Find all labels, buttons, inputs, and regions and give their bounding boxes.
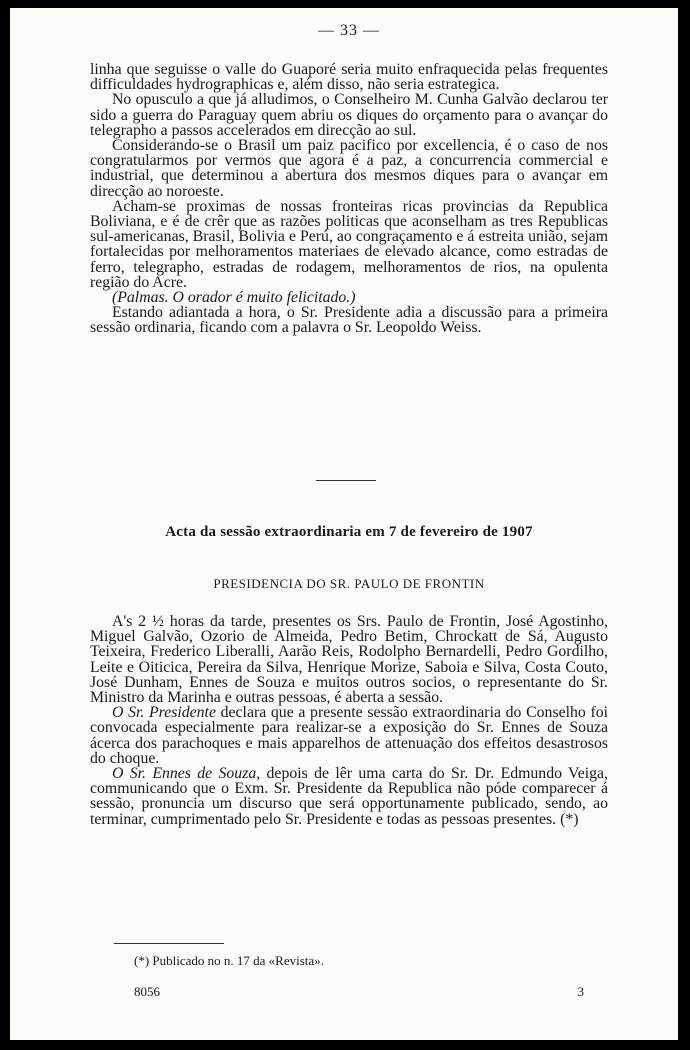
document-page — [10, 8, 678, 1040]
speaker-name: O Sr. Presidente — [112, 704, 216, 722]
paragraph: O Sr. Presidente declara que a presente sessão extraordinaria do Conselho foi convocada especialmente para realizar-se a exposição do Sr. Ennes de Souza ácerca dos parachoques e mais apparelhos de attenuação dos effeitos desastrosos do choque. — [90, 704, 608, 767]
paragraph: Estando adiantada a hora, o Sr. Presidente adia a discussão para a primeira sessão ordinaria, ficando com a palavra o Sr. Leopoldo Weiss. — [90, 304, 608, 337]
footnote: (*) Publicado no n. 17 da «Revista». — [134, 953, 324, 968]
paragraph: Acham-se proximas de nossas fronteiras ricas provincias da Republica Boliviana, e é de crêr que as razões politicas que aconselham as tres Republicas sul-americanas, Brasil, Bolivia e Perú, ao congraçamento e á estreita união, sejam fortalecidas por melhoramentos materiaes de elevado alcance, como estradas de ferro, telegrapho, estradas de rodagem, melhoramentos de rios, na opulenta região do Acre. — [90, 197, 608, 291]
paragraph: No opusculo a que já alludimos, o Conselheiro M. Cunha Galvão declarou ter sido a guerra do Paraguay quem abriu os diques do orçamento para o avançar do telegrapho a passos accelerados em direcção ao sul. — [90, 91, 608, 139]
paragraph: O Sr. Ennes de Souza, depois de lêr uma carta do Sr. Dr. Edmundo Veiga, communicando que o Exm. Sr. Presidente da Republica não póde comparecer á sessão, pronuncia um discurso que será opportunamente publicado, sendo, ao terminar, cumprimentado pelo Sr. Presidente e todas as pessoas presentes. (*) — [90, 765, 608, 828]
paragraph: A's 2 ½ horas da tarde, presentes os Srs. Paulo de Frontin, José Agostinho, Miguel Galvão, Ozorio de Almeida, Pedro Betim, Chrockatt de Sá, Augusto Teixeira, Frederico Liberalli, Aarão Reis, Rodolpho Bernardelli, Pedro Gordilho, Leite e Oiticica, Pereira da Silva, Henrique Morize, Saboia e Silva, Costa Couto, José Dunham, Ennes de Souza e muitos outros socios, o representante do Sr. Ministro da Marinha e outras pessoas, é aberta a sessão. — [90, 613, 608, 707]
print-code: 8056 — [134, 984, 160, 999]
page-number: — 33 — — [318, 22, 380, 39]
paragraph: linha que seguisse o valle do Guaporé seria muito enfraquecida pelas frequentes difficuldades hydrographicas e, além disso, não seria estrategica. — [90, 61, 608, 94]
signature-mark: 3 — [577, 984, 584, 999]
section-divider — [316, 480, 376, 481]
applause-note: (Palmas. O orador é muito felicitado.) — [112, 289, 356, 307]
presidency-line: PRESIDENCIA DO SR. PAULO DE FRONTIN — [213, 576, 485, 591]
speaker-name: O Sr. Ennes de Souza — [112, 765, 257, 783]
paragraph: Considerando-se o Brasil um paiz pacifico por excellencia, é o caso de nos congratularmos por vermos que agora é a paz, a concurrencia commercial e industrial, que determinou a abertura dos mesmos diques para o avançar em direcção ao noroeste. — [90, 137, 608, 200]
section-title: Acta da sessão extraordinaria em 7 de fevereiro de 1907 — [165, 524, 533, 540]
footnote-rule — [114, 943, 224, 944]
